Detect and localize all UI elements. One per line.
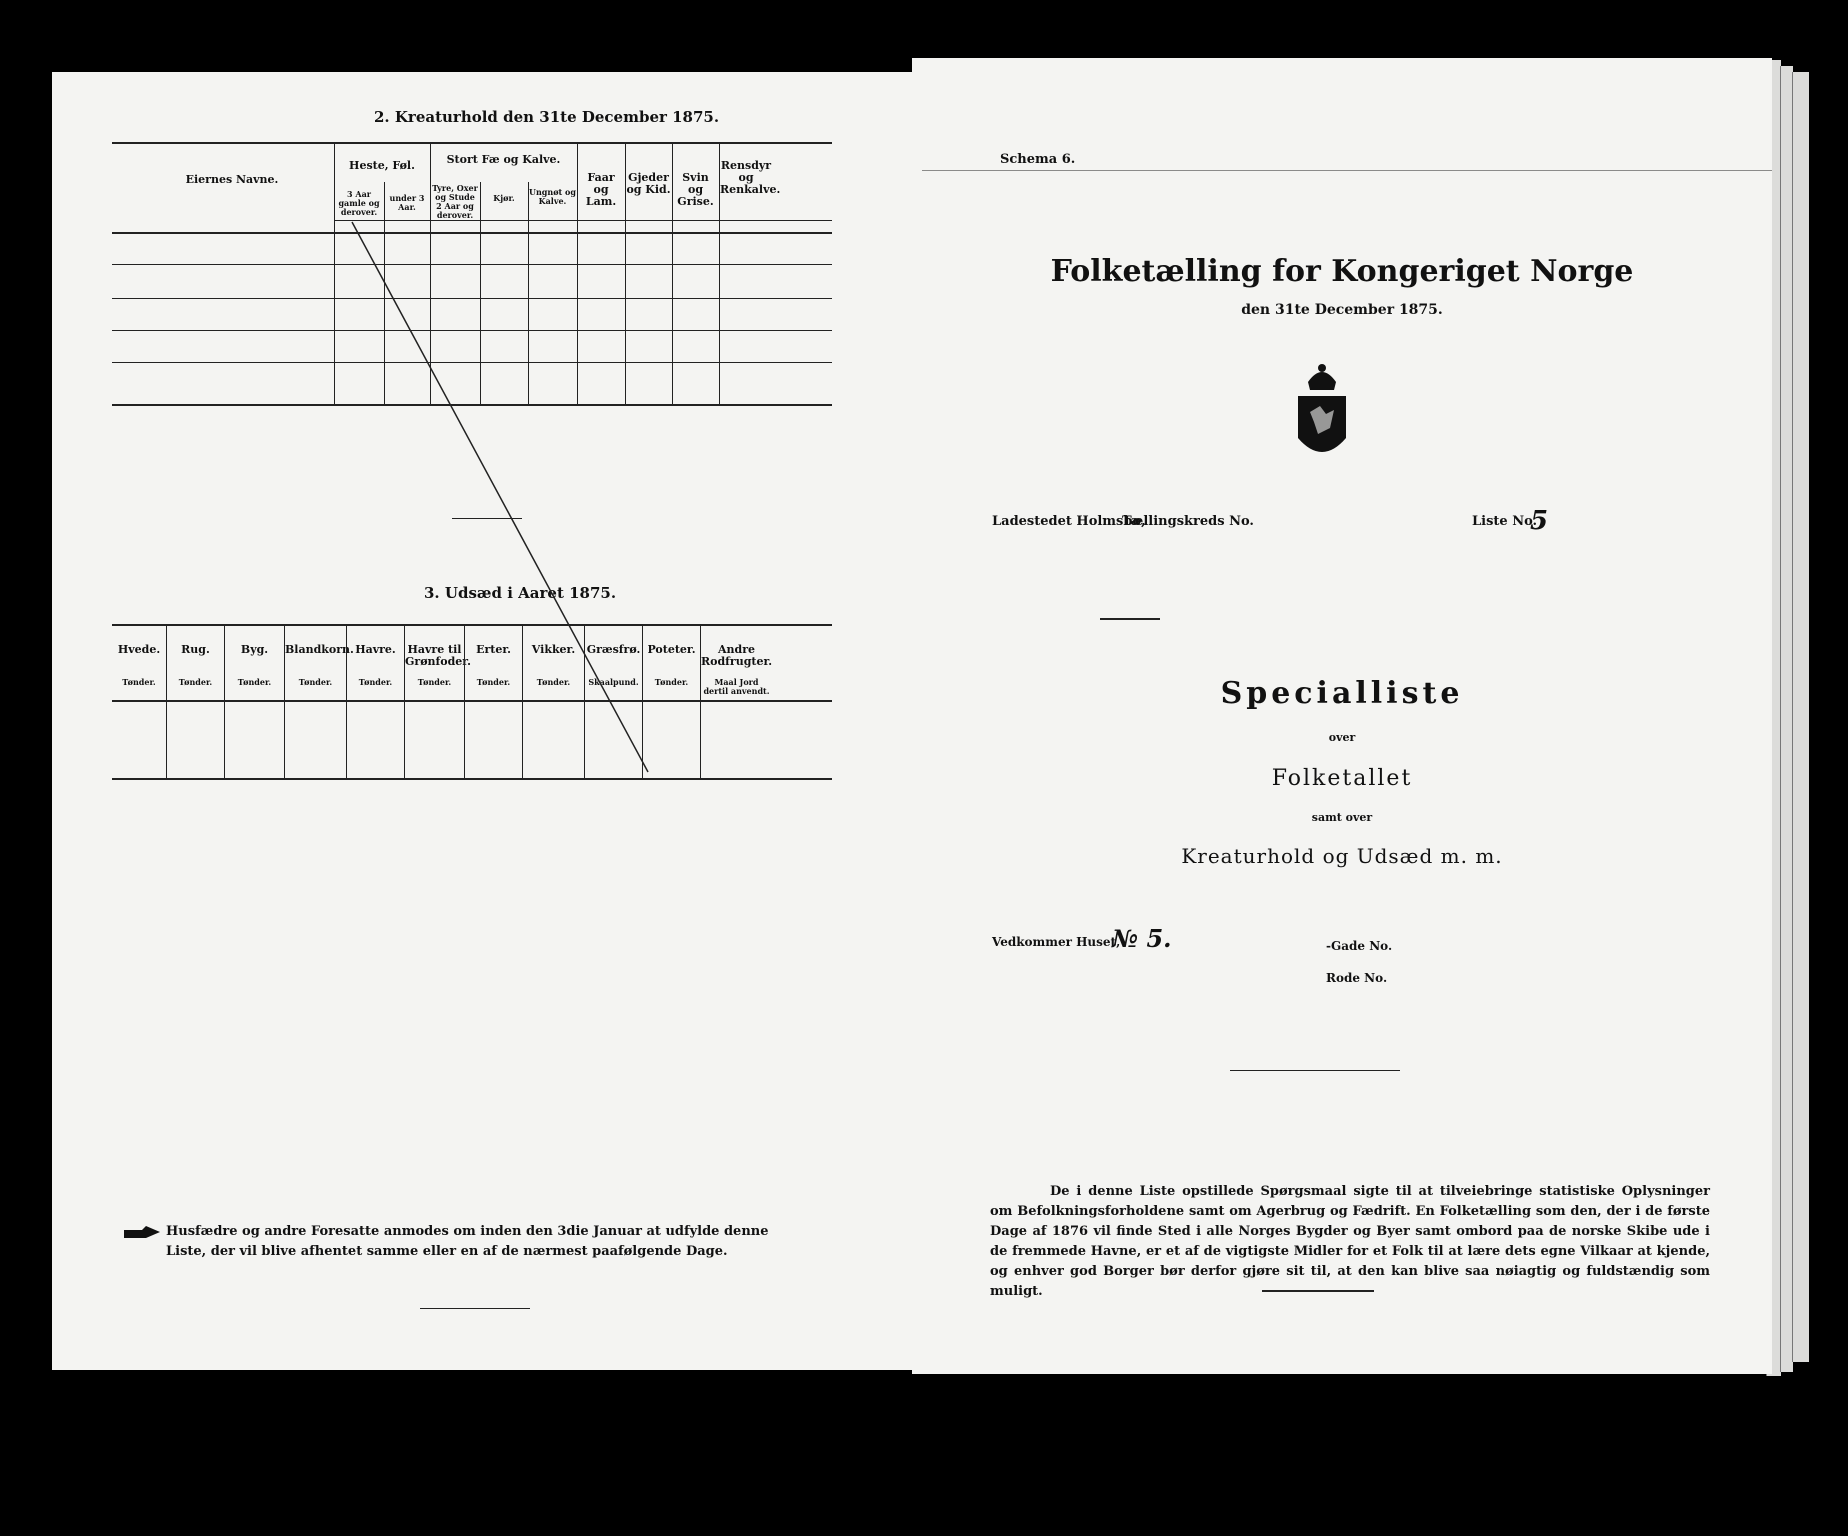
udsaed-column-name: Havre til Grønfoder. xyxy=(405,643,471,668)
udsaed-column-name: Andre Rodfrugter. xyxy=(701,643,773,668)
over-2: samt over xyxy=(1311,811,1373,824)
udsaed-column-unit: Tønder. xyxy=(358,677,393,687)
heste-sub1: 3 Aar gamle og derover. xyxy=(338,189,380,217)
stort-sub2: Kjør. xyxy=(493,193,515,203)
udsaed-column-name: Hvede. xyxy=(117,643,161,656)
faar-header: Faar og Lam. xyxy=(585,171,617,208)
over-1: over xyxy=(1328,731,1356,744)
rode-label: Rode No. xyxy=(1326,971,1388,985)
udsaed-column-name: Havre. xyxy=(355,643,396,656)
specialliste-heading: Specialliste xyxy=(1220,676,1464,711)
subject-folketallet: Folketallet xyxy=(1271,766,1413,791)
location-label: Ladestedet Holmsbo, xyxy=(992,514,1146,529)
udsaed-column-unit: Tønder. xyxy=(237,677,272,687)
udsaed-column-name: Erter. xyxy=(476,643,511,656)
udsaed-column-unit: Tønder. xyxy=(122,677,156,687)
bottom-rule xyxy=(420,1308,530,1309)
left-page xyxy=(52,72,912,1370)
svin-header: Svin og Grise. xyxy=(677,171,714,208)
udsaed-column-unit: Tønder. xyxy=(178,677,213,687)
rensdyr-header: Rensdyr og Renkalve. xyxy=(720,159,781,196)
stort-fae-header: Stort Fæ og Kalve. xyxy=(446,153,561,166)
list-label: Liste No. xyxy=(1472,514,1538,529)
cancellation-stroke xyxy=(52,72,912,1370)
signature-rule xyxy=(1230,1070,1400,1071)
list-number: 5 xyxy=(1530,506,1549,536)
udsaed-column-unit: Maal Jord dertil anvendt. xyxy=(703,677,770,696)
census-date: den 31te December 1875. xyxy=(1241,302,1443,318)
udsaed-column-unit: Tønder. xyxy=(476,677,511,687)
udsaed-column-name: Rug. xyxy=(181,643,210,656)
udsaed-column-name: Byg. xyxy=(240,643,269,656)
subject-kreaturhold: Kreaturhold og Udsæd m. m. xyxy=(1181,844,1503,868)
bottom-rule-right xyxy=(1262,1290,1374,1292)
udsaed-column-unit: Tønder. xyxy=(298,677,333,687)
udsaed-column-name: Græsfrø. xyxy=(586,643,641,656)
notice-text: Husfædre og andre Foresatte anmodes om inden den 3die Januar at udfylde denne Liste, der vil blive afhentet samme eller en af de nærmest paafølgende Dage. xyxy=(166,1224,769,1259)
house-label: Vedkommer Huset, xyxy=(992,935,1121,949)
udsaed-column-name: Poteter. xyxy=(647,643,696,656)
district-label: Tællingskreds No. xyxy=(1122,514,1254,529)
heste-sub2: under 3 Aar. xyxy=(389,193,425,212)
kreatur-title: 2. Kreaturhold den 31te December 1875. xyxy=(374,108,720,126)
gjeder-header: Gjeder og Kid. xyxy=(626,171,671,196)
house-number: № 5. xyxy=(1112,924,1172,953)
udsaed-column-unit: Tønder. xyxy=(654,677,689,687)
short-rule xyxy=(1100,618,1160,620)
pointing-hand-icon xyxy=(122,1222,162,1244)
norwegian-coat-of-arms-icon xyxy=(1290,352,1354,472)
udsaed-title: 3. Udsæd i Aaret 1875. xyxy=(424,584,617,602)
udsaed-column-unit: Skaalpund. xyxy=(588,677,639,687)
udsaed-column-name: Vikker. xyxy=(531,643,576,656)
heste-header: Heste, Føl. xyxy=(349,159,415,172)
stort-sub3: Ungnøt og Kalve. xyxy=(529,187,576,206)
stort-sub1: Tyre, Oxer og Stude 2 Aar og derover. xyxy=(432,183,478,220)
explanation-paragraph: De i denne Liste opstillede Spørgsmaal sigte til at tilveiebringe statistiske Oplysninger om Befolkningsforholdene samt om Agerbrug og Fædrift. En Folketælling som den, der i de første Dage af 1876 vil finde Sted i alle Norges Bygder og Byer samt ombord paa de norske Skibe ude i de fremmede Havne, er et af de vigtigste Midler for et Folk til at lære dets egne Vilkaar at kjende, og enhver god Borger bør derfor gjøre sit til, at den kan blive saa nøiagtig og fuldstændig som muligt. xyxy=(990,1184,1710,1299)
page-edge xyxy=(1792,72,1809,1362)
udsaed-column-unit: Tønder. xyxy=(417,677,452,687)
udsaed-column-unit: Tønder. xyxy=(536,677,571,687)
street-label: -Gade No. xyxy=(1326,939,1393,953)
right-page xyxy=(912,58,1772,1374)
schema-label: Schema 6. xyxy=(1000,152,1076,167)
owner-names-header: Eiernes Navne. xyxy=(185,173,279,186)
faint-rule xyxy=(922,170,1772,171)
udsaed-column-name: Blandkorn. xyxy=(285,643,354,656)
main-title: Folketælling for Kongeriget Norge xyxy=(1050,254,1634,289)
